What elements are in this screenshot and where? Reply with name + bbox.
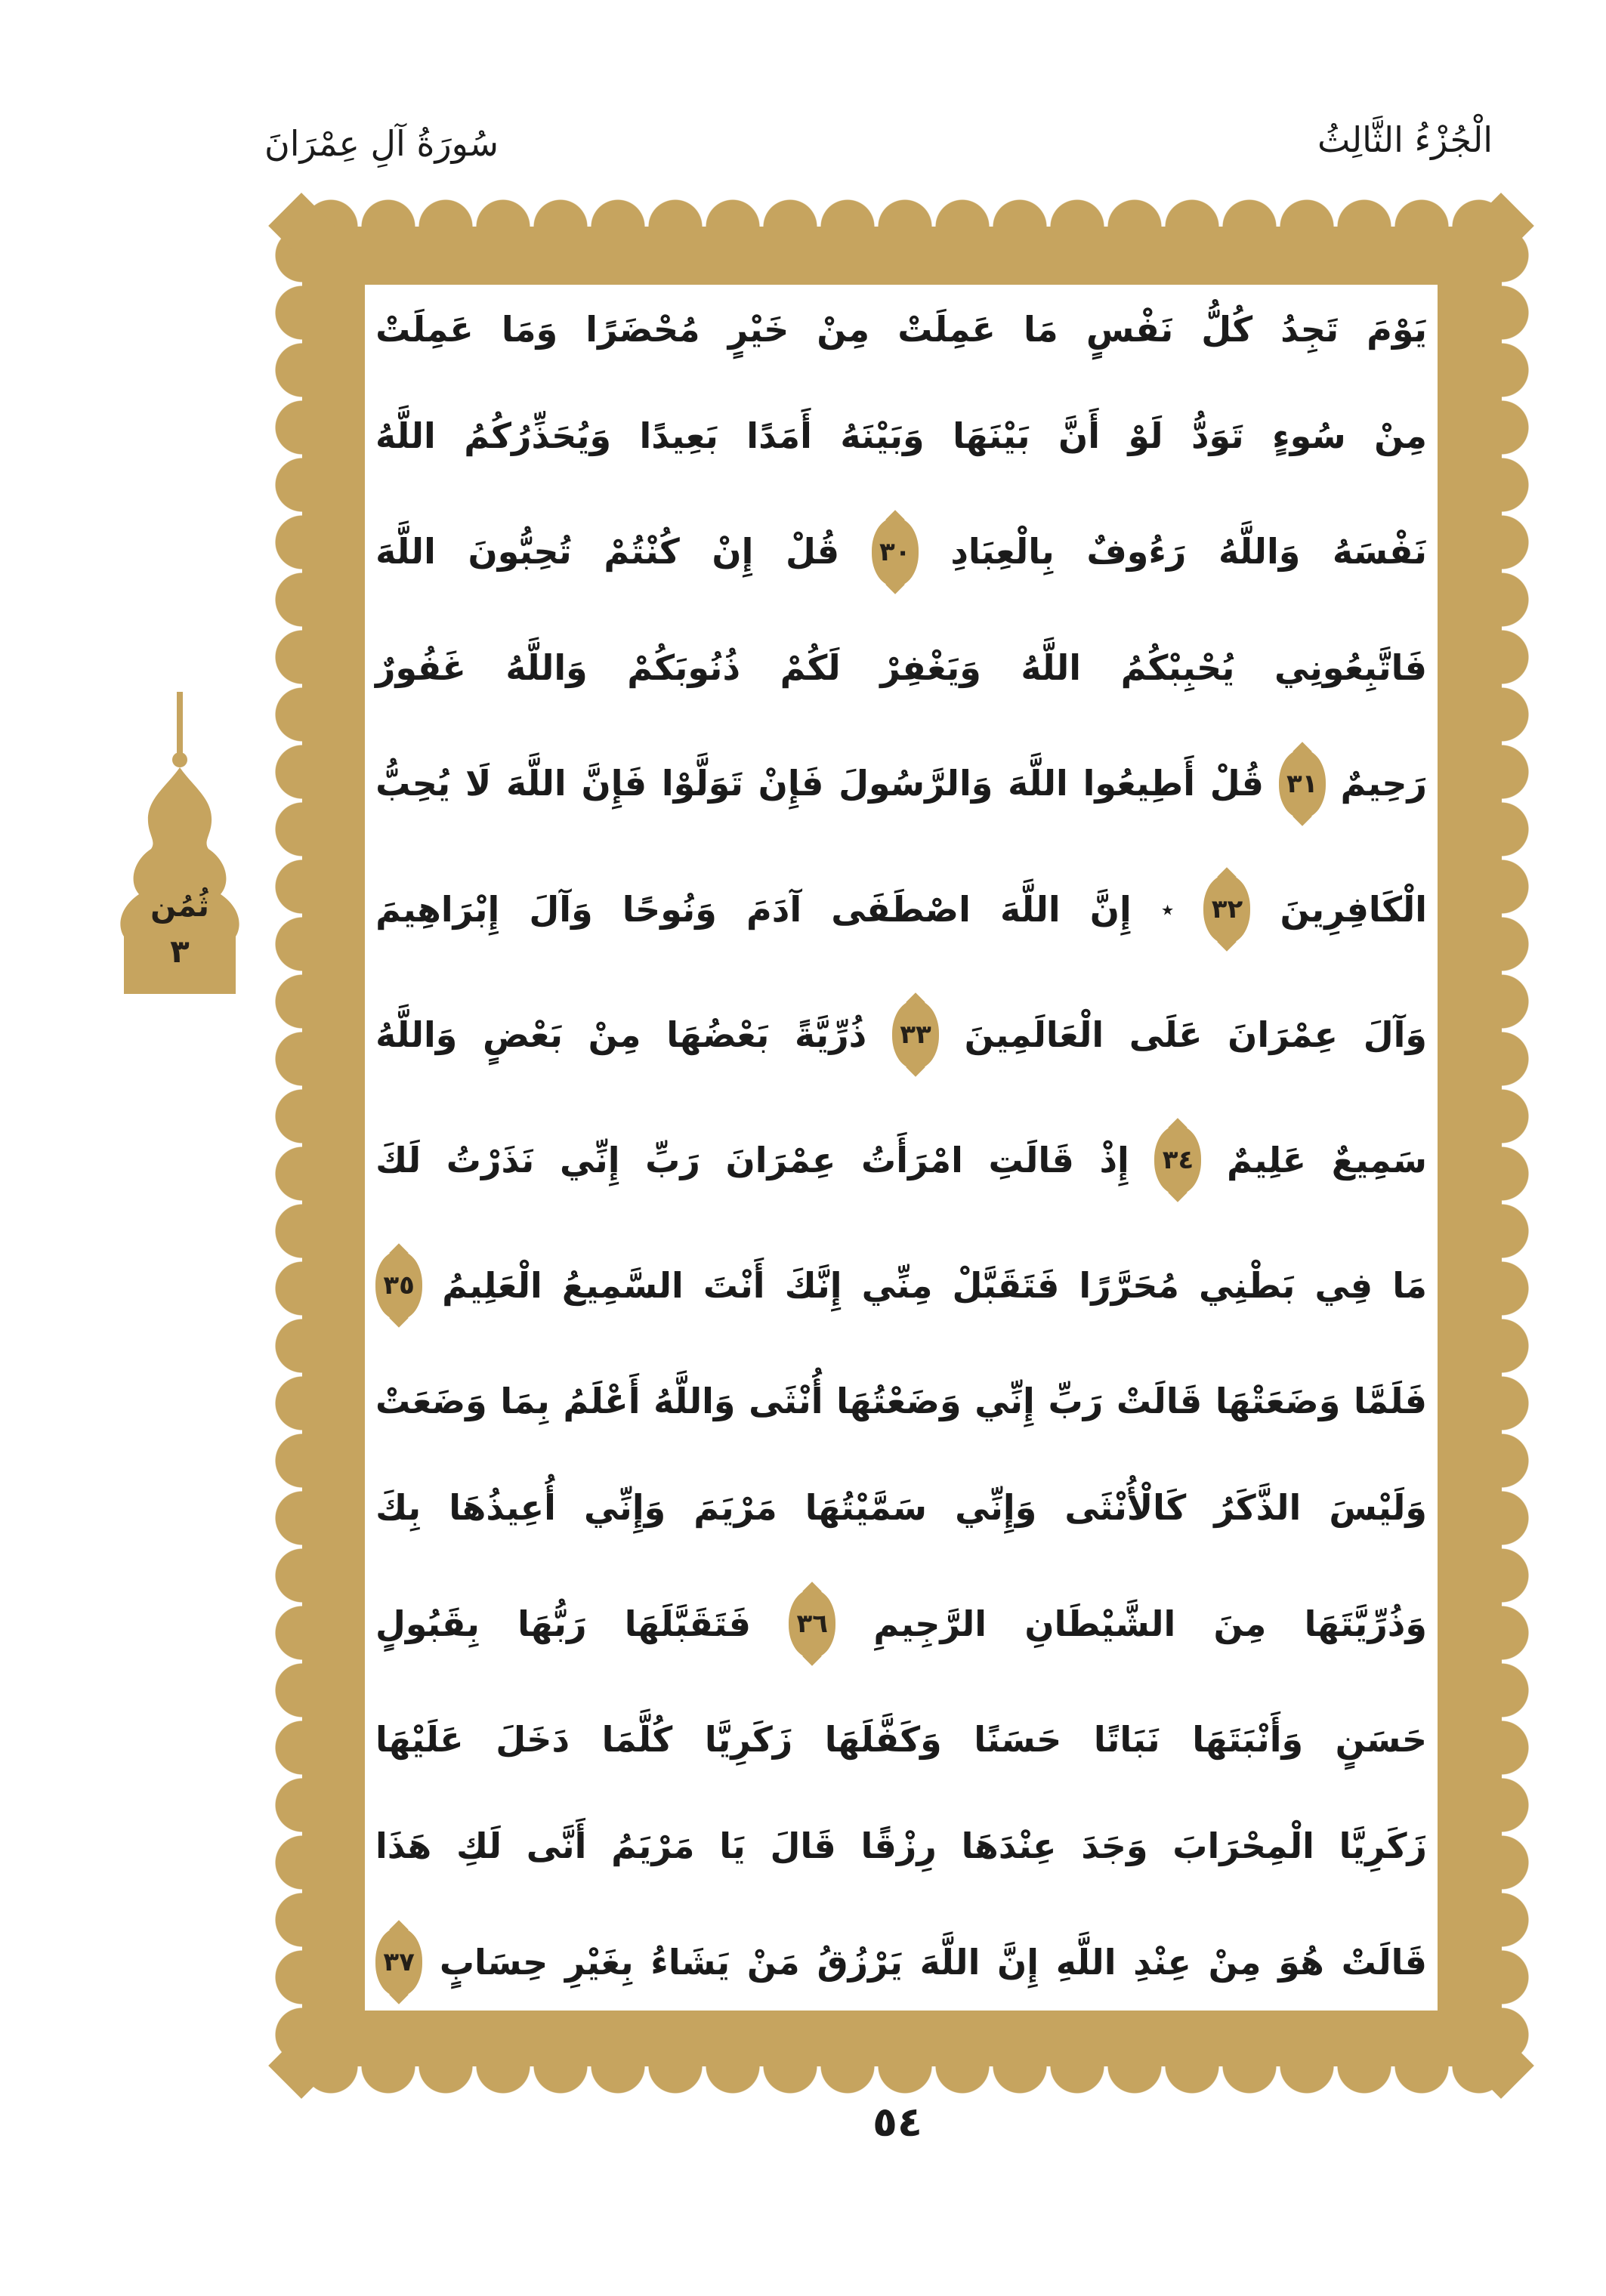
- word: الذَّكَرُ: [1214, 1487, 1302, 1529]
- word: كَالْأُنْثَى: [1064, 1487, 1187, 1529]
- word: حِسَابٍ: [439, 1941, 548, 1983]
- quran-line: [375, 517, 1427, 587]
- quran-line: [375, 1927, 1427, 1997]
- word: اللَّهَ: [1008, 763, 1068, 804]
- word: أُعِيذُهَا: [449, 1487, 556, 1529]
- word: بَعْضٍ: [483, 1014, 564, 1055]
- word: سَمِيعٌ: [1331, 1139, 1427, 1180]
- verse-number: ٣٣: [900, 1020, 931, 1050]
- word: مِنْ: [1208, 1941, 1262, 1983]
- word: مَنْ: [746, 1941, 800, 1983]
- word: قَالَتِ: [988, 1139, 1074, 1180]
- word: وَأَنْبَتَهَا: [1192, 1719, 1304, 1761]
- word: أَمَدًا: [746, 415, 812, 456]
- verse-end-marker: [789, 1589, 835, 1659]
- word: وَاللَّهُ: [505, 647, 588, 688]
- word: عَلَى: [1129, 1014, 1203, 1055]
- word: وَجَدَ: [1081, 1825, 1148, 1867]
- page-number: ٥٤: [872, 2098, 922, 2146]
- word: بِالْعِبَادِ: [950, 531, 1055, 572]
- word: بِقَبُولٍ: [375, 1603, 480, 1644]
- word: وَاللَّهُ: [653, 1381, 736, 1422]
- word: بِكَ: [375, 1487, 422, 1529]
- word: مَا: [1024, 309, 1058, 350]
- word: أَطِيعُوا: [1083, 763, 1196, 804]
- quran-line: [375, 1714, 1427, 1765]
- hizb-dome-ornament: [104, 692, 255, 994]
- word: وَضَعَتْ: [375, 1381, 487, 1422]
- word: الشَّيْطَانِ: [1024, 1603, 1176, 1644]
- word: إِنَّ: [997, 1941, 1039, 1983]
- word: لَكَ: [375, 1139, 422, 1180]
- word: نَفْسٍ: [1086, 309, 1174, 350]
- word: نَذَرْتُ: [446, 1139, 535, 1180]
- verse-number: ٣٦: [796, 1609, 828, 1640]
- hizb-number: ٣: [170, 933, 190, 970]
- word: اللَّهَ: [505, 763, 567, 804]
- word: رِزْقًا: [860, 1825, 937, 1867]
- word: بِمَا: [500, 1381, 550, 1422]
- word: مَا: [1392, 1264, 1427, 1306]
- word: فَتَقَبَّلَهَا: [624, 1603, 751, 1644]
- word: عَلِيمٌ: [1227, 1139, 1307, 1180]
- word: كُنْتُمْ: [604, 531, 680, 572]
- word: كُلُّ: [1201, 309, 1253, 350]
- word: فَاتَّبِعُونِي: [1274, 647, 1427, 688]
- word: هُوَ: [1278, 1941, 1324, 1983]
- word: مَرْيَمَ: [693, 1487, 777, 1529]
- verse-number: ٣١: [1286, 768, 1318, 799]
- word: عِنْدَهَا: [961, 1825, 1057, 1867]
- word: وَذُرِّيَّتَهَا: [1304, 1603, 1427, 1644]
- word: بَعِيدًا: [639, 415, 718, 456]
- word: يَا: [719, 1825, 746, 1867]
- word: عِمْرَانَ: [725, 1139, 836, 1180]
- word: وَنُوحًا: [622, 888, 717, 930]
- frame-scallop-left: [273, 227, 302, 2066]
- word: مِنِّي: [861, 1264, 933, 1306]
- word: رَبِّ: [645, 1139, 700, 1180]
- word: قُلْ: [1209, 763, 1264, 804]
- word: يَوْمَ: [1367, 309, 1427, 350]
- word: إِنِّي: [974, 1381, 1035, 1422]
- word: بِغَيْرِ: [564, 1941, 634, 1983]
- quran-line: [375, 1483, 1427, 1533]
- verse-end-marker: [892, 1000, 939, 1069]
- word: يُحْبِبْكُمُ: [1120, 647, 1235, 688]
- verse-number: ٣٤: [1162, 1145, 1194, 1176]
- word: وَكَفَّلَهَا: [824, 1719, 942, 1761]
- frame-scallop-bottom: [302, 2066, 1502, 2095]
- quran-line: [375, 304, 1427, 355]
- word: الْعَالَمِينَ: [964, 1014, 1104, 1055]
- verse-number: ٣٧: [383, 1947, 415, 1977]
- rub-el-hizb-star-icon: ٭: [1160, 894, 1175, 924]
- verse-number: ٣٥: [383, 1270, 415, 1301]
- word: سُوءٍ: [1272, 415, 1346, 456]
- word: إِنَّ: [1089, 888, 1132, 930]
- word: وَآلَ: [1363, 1014, 1427, 1055]
- word: فَتَقَبَّلْ: [952, 1264, 1060, 1306]
- word: وَضَعَتْهَا: [1215, 1381, 1341, 1422]
- word: لَوْ: [1128, 415, 1163, 456]
- word: تَجِدُ: [1280, 309, 1339, 350]
- word: ذُرِّيَّةً: [795, 1014, 867, 1055]
- word: آدَمَ: [746, 888, 802, 930]
- word: اللَّهُ: [375, 415, 436, 456]
- word: كُلَّمَا: [601, 1719, 673, 1761]
- word: عِنْدِ: [1133, 1941, 1191, 1983]
- word: سَمَّيْتُهَا: [805, 1487, 928, 1529]
- word: نَفْسَهُ: [1332, 531, 1427, 572]
- word: وَالرَّسُولَ: [839, 763, 993, 804]
- quran-line: [375, 1251, 1427, 1320]
- verse-number: ٣٢: [1211, 893, 1243, 924]
- word: يُحِبُّ: [375, 763, 451, 804]
- juz-header: الْجُزْءُ الثَّالِثُ: [1317, 119, 1493, 160]
- word: رَحِيمٌ: [1340, 763, 1427, 804]
- word: يَرْزُقُ: [817, 1941, 903, 1983]
- word: عِمْرَانَ: [1228, 1014, 1339, 1055]
- word: نَبَاتًا: [1093, 1719, 1160, 1761]
- word: وَيَغْفِرْ: [880, 647, 981, 688]
- word: لَا: [465, 763, 492, 804]
- surah-name-header: سُورَةُ آلِ عِمْرَانَ: [264, 123, 499, 164]
- word: مِنَ: [1213, 1603, 1267, 1644]
- word: يَشَاءُ: [650, 1941, 730, 1983]
- word: فَلَمَّا: [1353, 1381, 1427, 1422]
- verse-end-marker: [1203, 875, 1250, 944]
- word: وَإِنِّي: [584, 1487, 666, 1529]
- quran-line: [375, 643, 1427, 693]
- word: حَسَنٍ: [1335, 1719, 1427, 1761]
- word: اللَّهَ: [919, 1941, 981, 1983]
- word: الْكَافِرِينَ: [1280, 888, 1427, 930]
- word: وَاللَّهُ: [1218, 531, 1301, 572]
- word: تَوَدُّ: [1191, 415, 1244, 456]
- quran-line: [375, 1376, 1427, 1427]
- word: فِي: [1314, 1264, 1373, 1306]
- word: زَكَرِيَّا: [704, 1719, 793, 1761]
- word: أَنَّى: [526, 1825, 587, 1867]
- word: رَبِّ: [1048, 1381, 1104, 1422]
- quran-line: [375, 1589, 1427, 1659]
- word: تُحِبُّونَ: [468, 531, 572, 572]
- word: هَذَا: [375, 1825, 432, 1867]
- word: مَرْيَمُ: [611, 1825, 695, 1867]
- word: السَّمِيعُ: [561, 1264, 684, 1306]
- word: وَلَيْسَ: [1329, 1487, 1427, 1529]
- word: مِنْ: [588, 1014, 641, 1055]
- verse-end-marker: [872, 517, 919, 587]
- word: فَإِنَّ: [581, 763, 647, 804]
- word: دَخَلَ: [496, 1719, 570, 1761]
- hizb-fraction-label: ثُمُن: [150, 889, 209, 924]
- word: غَفُورٌ: [375, 647, 466, 688]
- word: إِنِّي: [559, 1139, 620, 1180]
- word: مُحْضَرًا: [585, 309, 700, 350]
- quran-line: [375, 749, 1427, 819]
- word: بَطْنِي: [1199, 1264, 1296, 1306]
- verse-number: ٣٠: [879, 536, 911, 567]
- word: عَمِلَتْ: [897, 309, 996, 350]
- word: لَكُمْ: [780, 647, 841, 688]
- word: وَيُحَذِّرُكُمُ: [464, 415, 612, 456]
- word: الرَّجِيمِ: [873, 1603, 987, 1644]
- verse-end-marker: [375, 1927, 422, 1997]
- word: اصْطَفَى: [831, 888, 971, 930]
- word: عَلَيْهَا: [375, 1719, 464, 1761]
- word: فَإِنْ: [758, 763, 824, 804]
- word: بَعْضُهَا: [666, 1014, 770, 1055]
- word: إِنَّكَ: [784, 1264, 842, 1306]
- quran-text-block: [365, 285, 1438, 2011]
- word: الْعَلِيمُ: [442, 1264, 542, 1306]
- word: وَضَعْتُهَا: [836, 1381, 962, 1422]
- word: اللَّهَ: [999, 888, 1061, 930]
- word: إِذْ: [1099, 1139, 1129, 1180]
- word: قَالَتْ: [1341, 1941, 1427, 1983]
- word: زَكَرِيَّا: [1339, 1825, 1427, 1867]
- word: وَمَا: [501, 309, 558, 350]
- word: رَءُوفٌ: [1086, 531, 1187, 572]
- quran-line: [375, 411, 1427, 461]
- verse-end-marker: [1279, 749, 1326, 819]
- word: إِبْرَاهِيمَ: [375, 888, 500, 930]
- word: لَكِ: [456, 1825, 502, 1867]
- frame-scallop-right: [1502, 227, 1530, 2066]
- word: أَنَّ: [1058, 415, 1100, 456]
- verse-end-marker: [375, 1251, 422, 1320]
- quran-line: [375, 1821, 1427, 1872]
- frame-scallop-top: [302, 198, 1502, 227]
- word: أَنْتَ: [703, 1264, 765, 1306]
- word: خَيْرٍ: [727, 309, 789, 350]
- quran-line: [375, 1000, 1427, 1069]
- word: قَالَ: [770, 1825, 836, 1867]
- word: عَمِلَتْ: [375, 309, 474, 350]
- quran-line: [375, 875, 1427, 944]
- word: بَيْنَهَا: [953, 415, 1030, 456]
- word: حَسَنًا: [974, 1719, 1062, 1761]
- word: رَبُّهَا: [517, 1603, 587, 1644]
- word: أُنْثَى: [749, 1381, 823, 1422]
- word: وَإِنِّي: [955, 1487, 1037, 1529]
- word: وَبَيْنَهُ: [840, 415, 925, 456]
- word: اللَّهُ: [1021, 647, 1082, 688]
- word: أَعْلَمُ: [563, 1381, 641, 1422]
- word: مُحَرَّرًا: [1079, 1264, 1179, 1306]
- word: مِنْ: [817, 309, 870, 350]
- word: قَالَتْ: [1116, 1381, 1203, 1422]
- quran-line: [375, 1125, 1427, 1195]
- word: وَآلَ: [529, 888, 593, 930]
- word: امْرَأَتُ: [861, 1139, 963, 1180]
- word: اللَّهَ: [375, 531, 436, 572]
- word: قُلْ: [785, 531, 840, 572]
- word: وَاللَّهُ: [375, 1014, 458, 1055]
- word: اللَّهِ: [1055, 1941, 1116, 1983]
- word: تَوَلَّوْا: [661, 763, 743, 804]
- word: ذُنُوبَكُمْ: [627, 647, 741, 688]
- word: الْمِحْرَابَ: [1172, 1825, 1314, 1867]
- word: إِنْ: [712, 531, 754, 572]
- word: مِنْ: [1374, 415, 1427, 456]
- verse-end-marker: [1154, 1125, 1201, 1195]
